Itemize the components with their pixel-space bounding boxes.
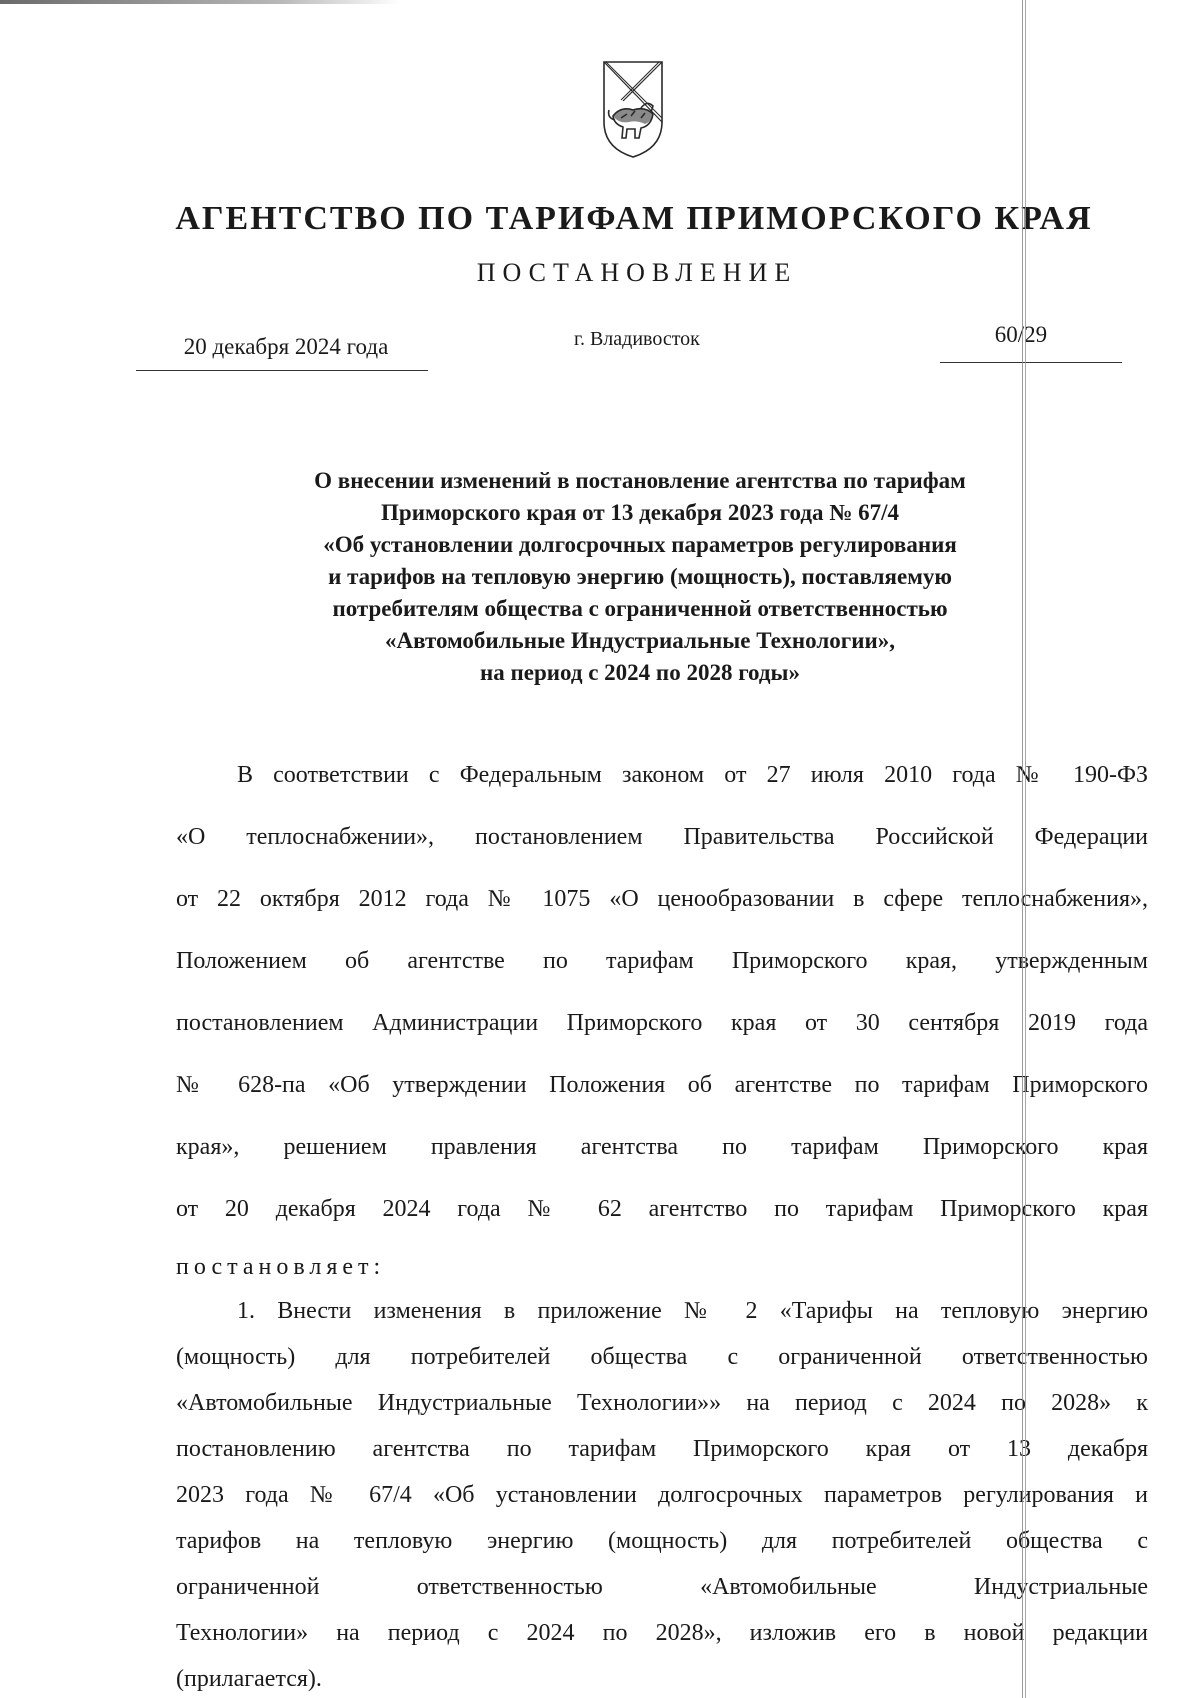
paragraph-line: (прилагается). — [176, 1666, 322, 1692]
document-city: г. Владивосток — [574, 328, 700, 350]
paragraph-line: Технологии» на период с 2024 по 2028», изложив его в новой редакции — [176, 1620, 1148, 1646]
paragraph-line: 1. Внести изменения в приложение № 2 «Тарифы на тепловую энергию — [237, 1298, 1148, 1324]
subject-line: на период с 2024 по 2028 годы» — [480, 660, 800, 685]
document-number: 60/29 — [940, 322, 1122, 363]
paragraph-line: Положением об агентстве по тарифам Приморского края, утвержденным — [176, 948, 1148, 974]
subject-line: «Автомобильные Индустриальные Технологии», — [385, 628, 895, 653]
paragraph-line: «О теплоснабжении», постановлением Правительства Российской Федерации — [176, 824, 1148, 850]
paragraph-line: «Автомобильные Индустриальные Технологии»» на период с 2024 по 2028» к — [176, 1390, 1148, 1416]
paragraph-line: ограниченной ответственностью «Автомобильные Индустриальные — [176, 1574, 1148, 1600]
paragraph-line: от 22 октября 2012 года № 1075 «О ценообразовании в сфере теплоснабжения», — [176, 886, 1148, 912]
subject-line: и тарифов на тепловую энергию (мощность), поставляемую — [328, 564, 952, 589]
paragraph-line: тарифов на тепловую энергию (мощность) для потребителей общества с — [176, 1528, 1148, 1554]
subject-line: потребителям общества с ограниченной ответственностью — [332, 596, 948, 621]
document-subject — [200, 465, 1080, 689]
paragraph-line: края», решением правления агентства по тарифам Приморского края — [176, 1134, 1148, 1160]
paragraph-line: от 20 декабря 2024 года № 62 агентство по тарифам Приморского края — [176, 1196, 1148, 1222]
resolves-word: постановляет: — [176, 1254, 386, 1280]
paragraph-line: постановлением Администрации Приморского края от 30 сентября 2019 года — [176, 1010, 1148, 1036]
paragraph-line: (мощность) для потребителей общества с ограниченной ответственностью — [176, 1344, 1148, 1370]
subject-line: О внесении изменений в постановление агентства по тарифам — [314, 468, 966, 493]
document-date: 20 декабря 2024 года — [136, 334, 428, 371]
coat-of-arms-icon — [601, 56, 665, 160]
paragraph-line: В соответствии с Федеральным законом от 27 июля 2010 года № 190-ФЗ — [237, 762, 1148, 788]
paragraph-line: 2023 года № 67/4 «Об установлении долгосрочных параметров регулирования и — [176, 1482, 1148, 1508]
paragraph-line: № 628-па «Об утверждении Положения об агентстве по тарифам Приморского — [176, 1072, 1148, 1098]
subject-line: «Об установлении долгосрочных параметров регулирования — [323, 532, 957, 557]
subject-line: Приморского края от 13 декабря 2023 года № 67/4 — [381, 500, 899, 525]
scan-edge-mark — [0, 0, 400, 4]
document-type: ПОСТАНОВЛЕНИЕ — [476, 258, 798, 287]
agency-title: АГЕНТСТВО ПО ТАРИФАМ ПРИМОРСКОГО КРАЯ — [175, 200, 1093, 237]
paragraph-line: постановлению агентства по тарифам Приморского края от 13 декабря — [176, 1436, 1148, 1462]
scan-fold-line — [1022, 0, 1026, 1698]
